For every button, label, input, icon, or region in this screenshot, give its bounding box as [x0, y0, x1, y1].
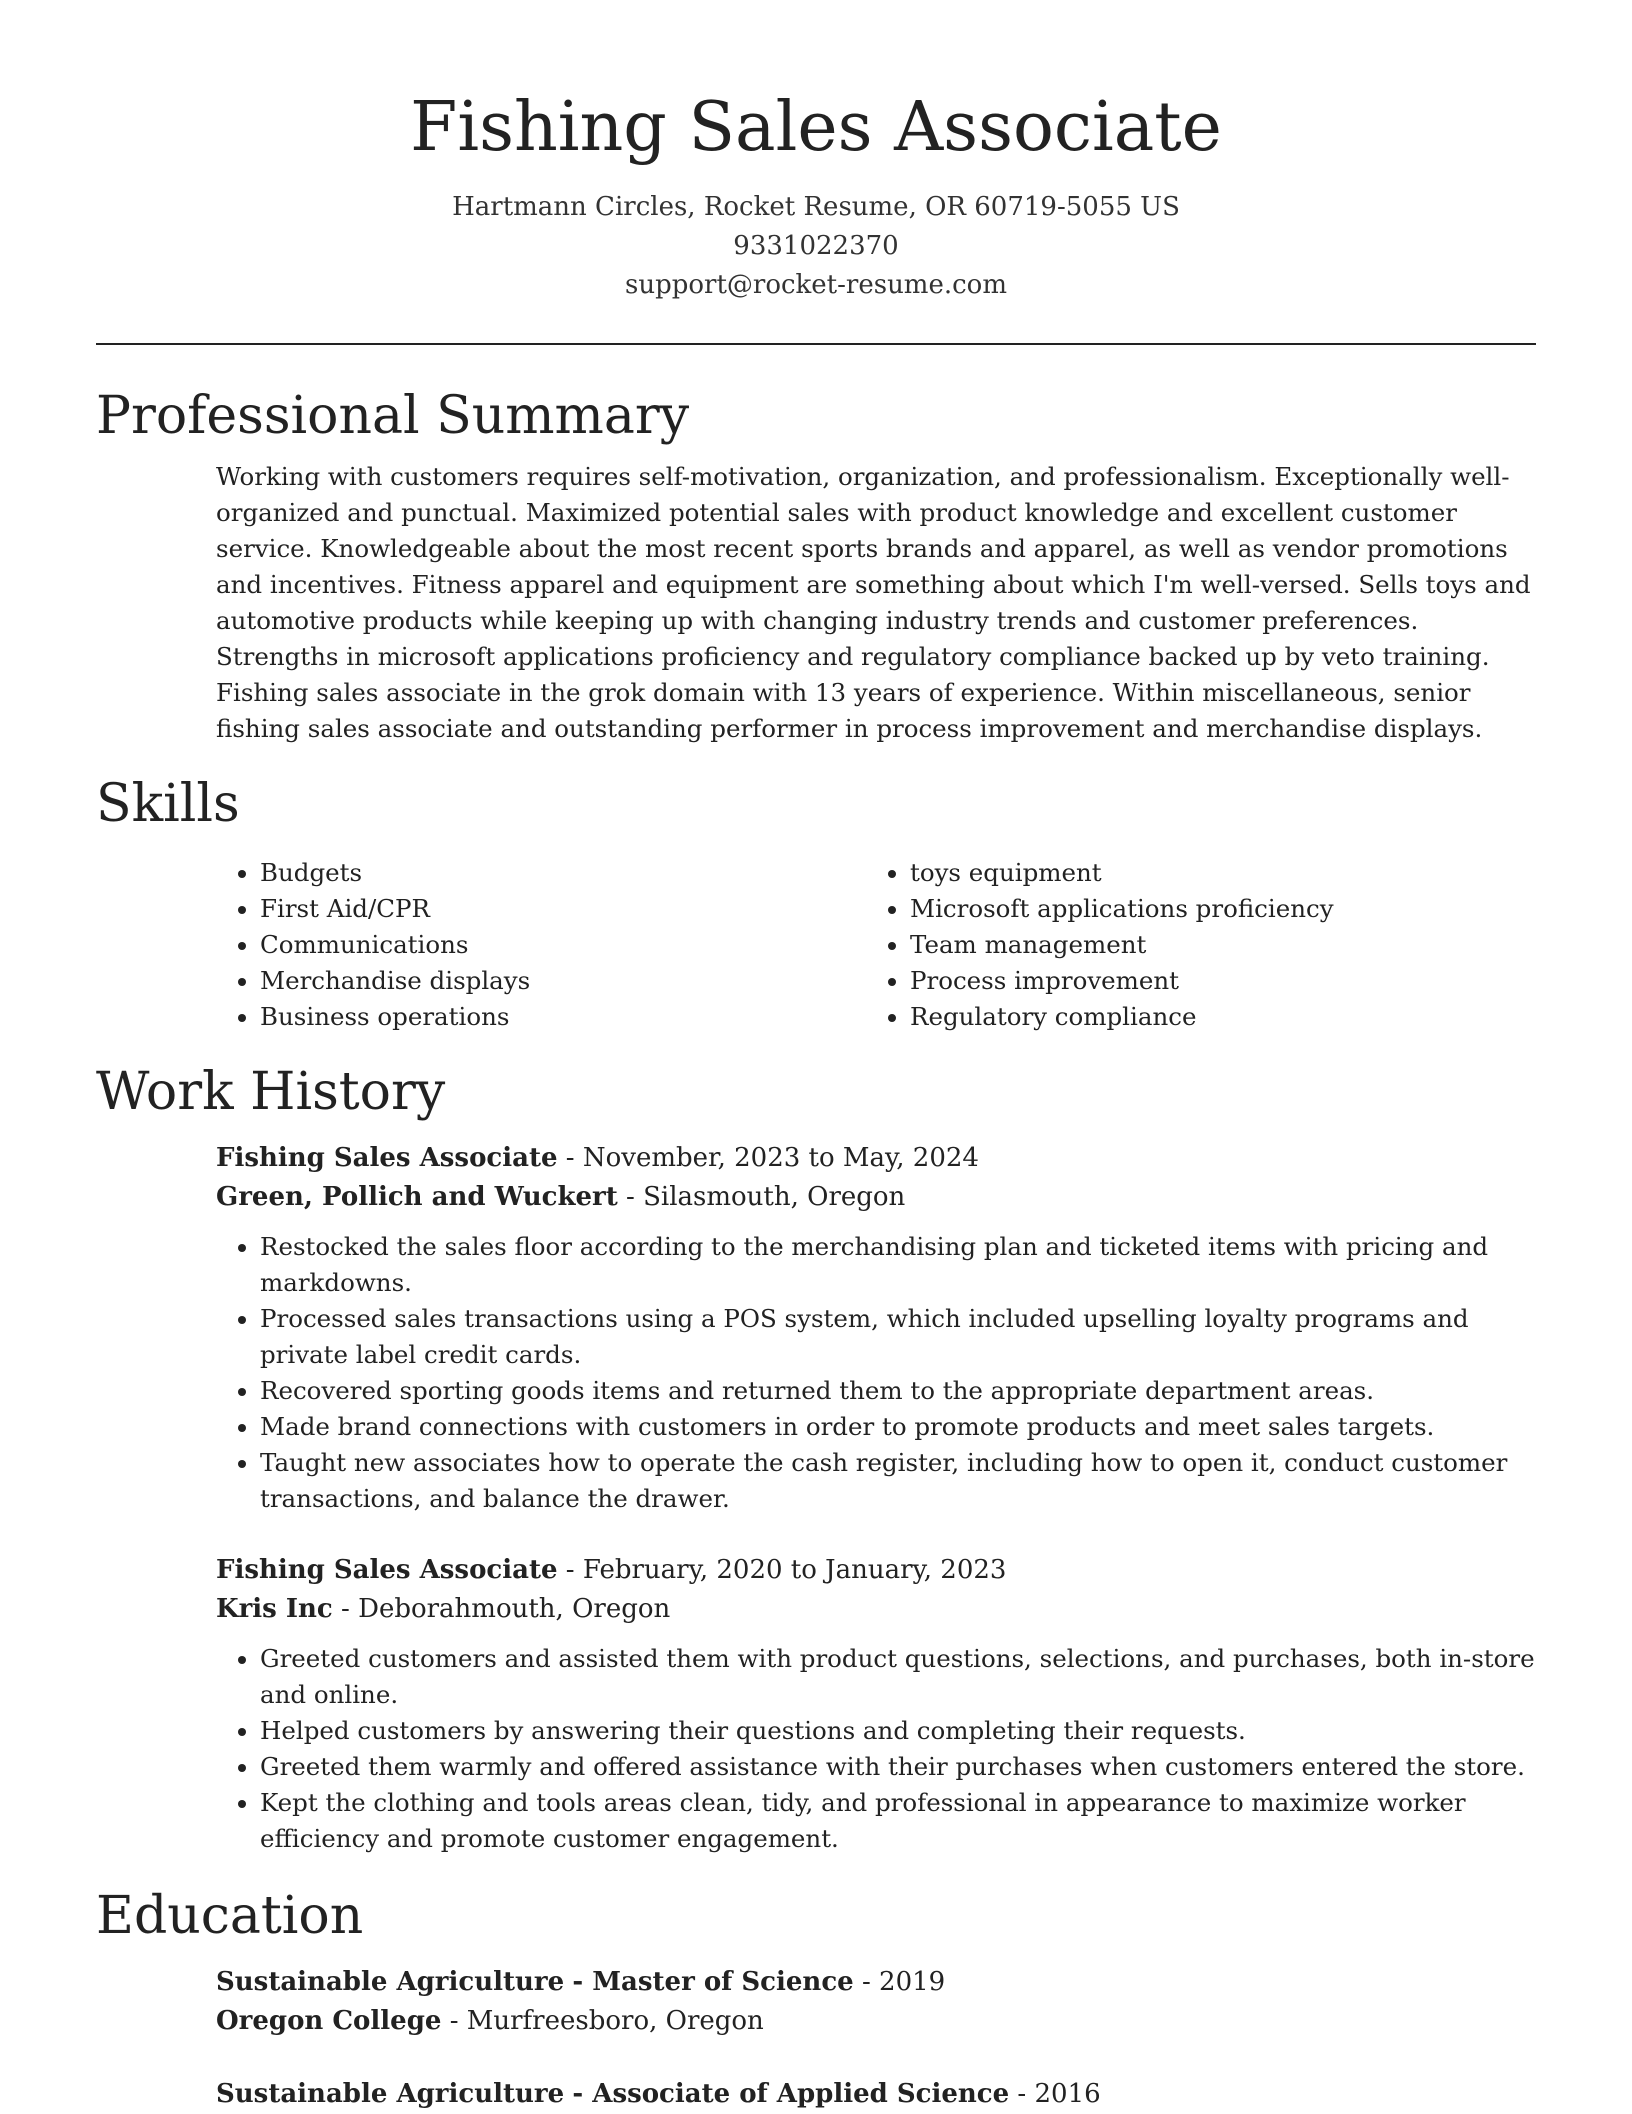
- job-role: Fishing Sales Associate: [216, 1143, 558, 1173]
- job-bullets: [216, 1641, 1536, 1857]
- skill-item: • Business operations: [260, 999, 866, 1035]
- separator: -: [565, 1555, 583, 1585]
- header-divider: [96, 343, 1536, 345]
- education-entry: [216, 2075, 1536, 2114]
- skills-list-left: [216, 855, 866, 1035]
- job-entry: [216, 1551, 1536, 1857]
- skill-item: • Budgets: [260, 855, 866, 891]
- education-heading: Education: [96, 1886, 364, 1946]
- separator: -: [1017, 2079, 1035, 2109]
- phone-text: 9331022370: [733, 231, 899, 261]
- skill-item: • Regulatory compliance: [910, 999, 1516, 1035]
- separator: -: [565, 1143, 583, 1173]
- separator: -: [626, 1182, 644, 1212]
- job-bullets: [216, 1229, 1536, 1517]
- summary-text: Working with customers requires self-motivation, organization, and professionalism. Exceptionally well-organized and punctual. Maximized potential sales with product knowledge and excellent customer service. Knowledgeable about the most recent sports brands and apparel, as well as vendor promotions and incentives. Fitness apparel and equipment are something about which I'm well-versed. Sells toys and automotive products while keeping up with changing industry trends and customer preferences. Strengths in microsoft applications proficiency and regulatory compliance backed up by veto training. Fishing sales associate in the grok domain with 13 years of experience. Within miscellaneous, senior fishing sales associate and outstanding performer in process improvement and merchandise displays.: [216, 462, 1531, 743]
- education-degree-line: [216, 1963, 1536, 2002]
- skill-item: • Merchandise displays: [260, 963, 866, 999]
- education-field: Sustainable Agriculture: [216, 2079, 565, 2109]
- job-bullet: • Taught new associates how to operate the cash register, including how to open it, conduct customer transactions, and balance the drawer.: [260, 1445, 1536, 1517]
- email-text: support@rocket-resume.com: [624, 270, 1007, 300]
- summary-section: [216, 459, 1536, 747]
- resume-header: [96, 0, 1536, 305]
- job-bullet: • Helped customers by answering their questions and completing their requests.: [260, 1713, 1536, 1749]
- job-role: Fishing Sales Associate: [216, 1555, 558, 1585]
- job-company-line: [216, 1590, 1536, 1629]
- job-dates: November, 2023 to May, 2024: [582, 1143, 979, 1173]
- education-section: [216, 1963, 1536, 2114]
- summary-heading: Professional Summary: [96, 386, 690, 446]
- job-location: Silasmouth, Oregon: [643, 1182, 906, 1212]
- work-history-heading: Work History: [96, 1062, 446, 1122]
- job-location: Deborahmouth, Oregon: [358, 1594, 671, 1624]
- separator: -: [572, 2079, 593, 2109]
- skills-section: [216, 855, 1536, 1035]
- education-degree: Master of Science: [592, 1967, 854, 1997]
- job-bullet: • Made brand connections with customers in order to promote products and meet sales targets.: [260, 1409, 1536, 1445]
- job-role-line: [216, 1551, 1536, 1590]
- skill-item: • Process improvement: [910, 963, 1516, 999]
- job-company: Kris Inc: [216, 1594, 333, 1624]
- candidate-title: Fishing Sales Associate: [410, 88, 1222, 167]
- skill-item: • Communications: [260, 927, 866, 963]
- separator: -: [449, 2006, 467, 2036]
- job-bullet: • Greeted customers and assisted them with product questions, selections, and purchases, both in-store and online.: [260, 1641, 1536, 1713]
- job-role-line: [216, 1139, 1536, 1178]
- address-text: Hartmann Circles, Rocket Resume, OR 60719-5055 US: [452, 192, 1180, 222]
- skills-list-right: [866, 855, 1516, 1035]
- work-history-section: [216, 1139, 1536, 1857]
- job-bullet: • Processed sales transactions using a POS system, which included upselling loyalty programs and private label credit cards.: [260, 1301, 1536, 1373]
- skill-item: • Team management: [910, 927, 1516, 963]
- job-company: Green, Pollich and Wuckert: [216, 1182, 618, 1212]
- job-company-line: [216, 1178, 1536, 1217]
- job-bullet: • Kept the clothing and tools areas clean, tidy, and professional in appearance to maximize worker efficiency and promote customer engagement.: [260, 1785, 1536, 1857]
- education-degree-line: [216, 2075, 1536, 2114]
- skill-item: • First Aid/CPR: [260, 891, 866, 927]
- job-bullet: • Greeted them warmly and offered assistance with their purchases when customers entered the store.: [260, 1749, 1536, 1785]
- skill-item: • Microsoft applications proficiency: [910, 891, 1516, 927]
- separator: -: [341, 1594, 359, 1624]
- separator: -: [861, 1967, 880, 1997]
- separator: -: [572, 1967, 593, 1997]
- job-bullet: • Restocked the sales floor according to the merchandising plan and ticketed items with pricing and markdowns.: [260, 1229, 1536, 1301]
- education-school-line: [216, 2002, 1536, 2041]
- education-entry: [216, 1963, 1536, 2041]
- job-bullet: • Recovered sporting goods items and returned them to the appropriate department areas.: [260, 1373, 1536, 1409]
- job-dates: February, 2020 to January, 2023: [582, 1555, 1007, 1585]
- skill-item: • toys equipment: [910, 855, 1516, 891]
- skills-heading: Skills: [96, 774, 240, 834]
- contact-block: [96, 188, 1536, 305]
- education-school: Oregon College: [216, 2006, 442, 2036]
- education-field: Sustainable Agriculture: [216, 1967, 565, 1997]
- education-degree: Associate of Applied Science: [592, 2079, 1010, 2109]
- education-location: Murfreesboro, Oregon: [466, 2006, 764, 2036]
- education-year: 2016: [1034, 2079, 1101, 2109]
- education-year: 2019: [879, 1967, 946, 1997]
- job-entry: [216, 1139, 1536, 1517]
